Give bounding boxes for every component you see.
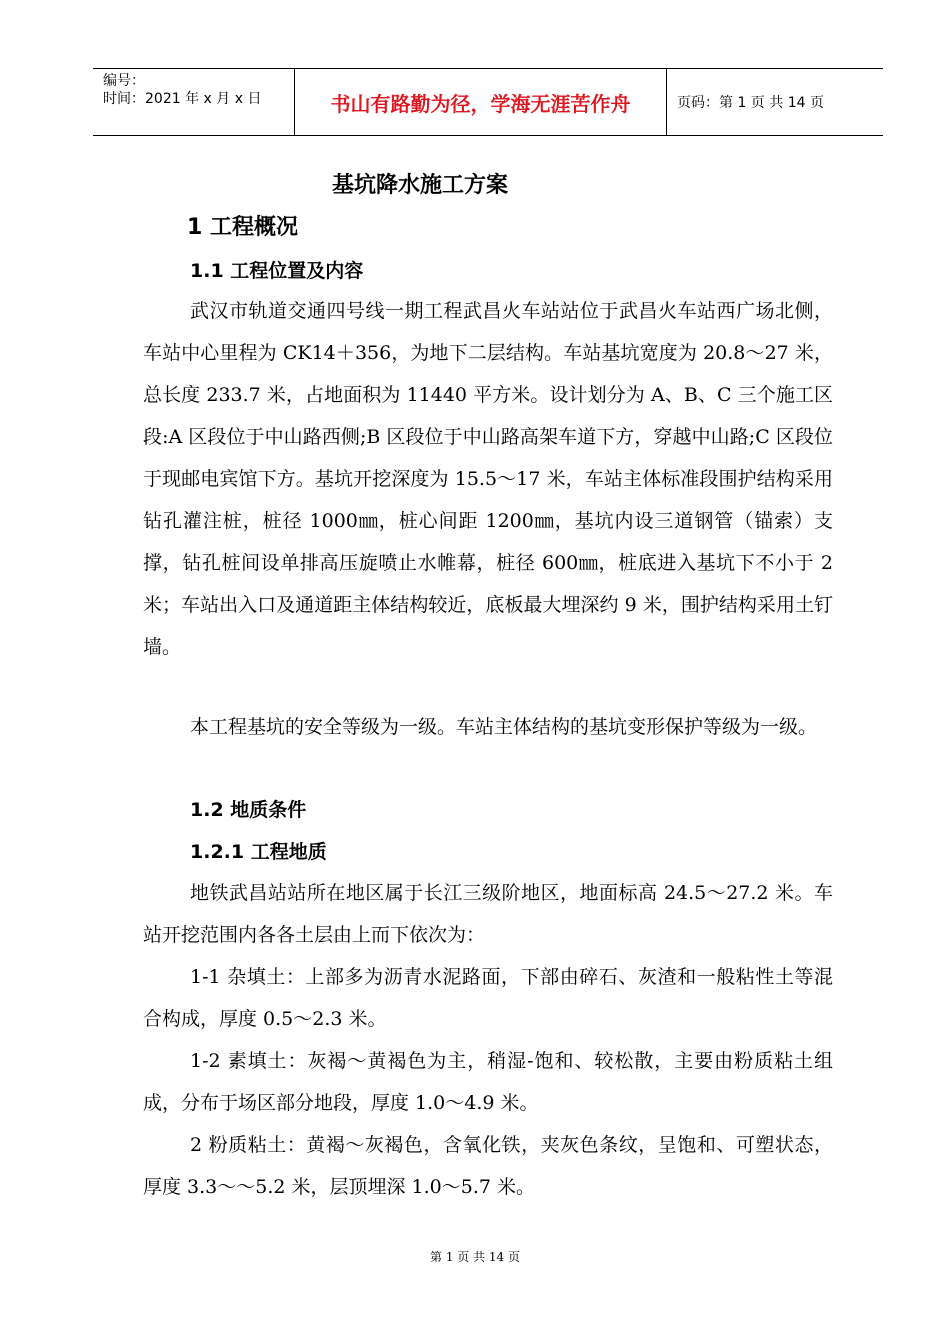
section-heading-1-1: 1.1 工程位置及内容 — [190, 260, 364, 282]
paragraph-safety-level: 本工程基坑的安全等级为一级。车站主体结构的基坑变形保护等级为一级。 — [190, 716, 818, 738]
paragraph-project-location: 武汉市轨道交通四号线一期工程武昌火车站站位于武昌火车站西广场北侧，车站中心里程为 CK14＋356，为地下二层结构。车站基坑宽度为 20.8～27 米，总长度 233.7 米，占地面积为 11440 平方米。设计划分为 A、B、C 三个施工区段:A 区段位于中山路西侧;B 区段位于中山路高架车道下方，穿越中山路;C 区段位于现邮电宾馆下方。基坑开挖深度为 15.5～17 米，车站主体标准段围护结构采用钻孔灌注桩，桩径 1000㎜，桩心间距 1200㎜，基坑内设三道钢管（锚索）支撑，钻孔桩间设单排高压旋喷止水帷幕，桩径 600㎜，桩底进入基坑下不小于 2 米；车站出入口及通道距主体结构较近，底板最大埋深约 9 米，围护结构采用土钉墙。 — [143, 300, 833, 658]
document-time-label: 时间：2021 年 x 月 x 日 — [103, 91, 262, 107]
header-meta — [93, 69, 295, 135]
page-header — [93, 68, 883, 136]
paragraph-layer-1-2: 1-2 素填土：灰褐～黄褐色为主，稍湿-饱和、较松散，主要由粉质粘土组成，分布于场区部分地段，厚度 1.0～4.9 米。 — [143, 1050, 833, 1114]
paragraph-layer-2: 2 粉质粘土：黄褐～灰褐色，含氧化铁，夹灰色条纹，呈饱和、可塑状态，厚度 3.3～～5.2 米，层顶埋深 1.0～5.7 米。 — [143, 1134, 833, 1198]
paragraph-geology-intro: 地铁武昌站站所在地区属于长江三级阶地区，地面标高 24.5～27.2 米。车站开挖范围内各各土层由上而下依次为： — [143, 882, 833, 946]
document-title: 基坑降水施工方案 — [331, 173, 508, 198]
paragraph-layer-1-1: 1-1 杂填土：上部多为沥青水泥路面，下部由碎石、灰渣和一般粘性土等混合构成，厚度 0.5～2.3 米。 — [143, 966, 833, 1030]
page-footer: 第 1 页 共 14 页 — [430, 1250, 520, 1264]
header-page-number: 页码：第 1 页 共 14 页 — [677, 95, 824, 111]
header-motto: 书山有路勤为径，学海无涯苦作舟 — [295, 69, 667, 135]
document-number-label: 编号： — [103, 73, 145, 89]
section-heading-1: 1 工程概况 — [187, 215, 298, 240]
section-heading-1-2-1: 1.2.1 工程地质 — [190, 841, 327, 863]
section-heading-1-2: 1.2 地质条件 — [190, 799, 307, 821]
